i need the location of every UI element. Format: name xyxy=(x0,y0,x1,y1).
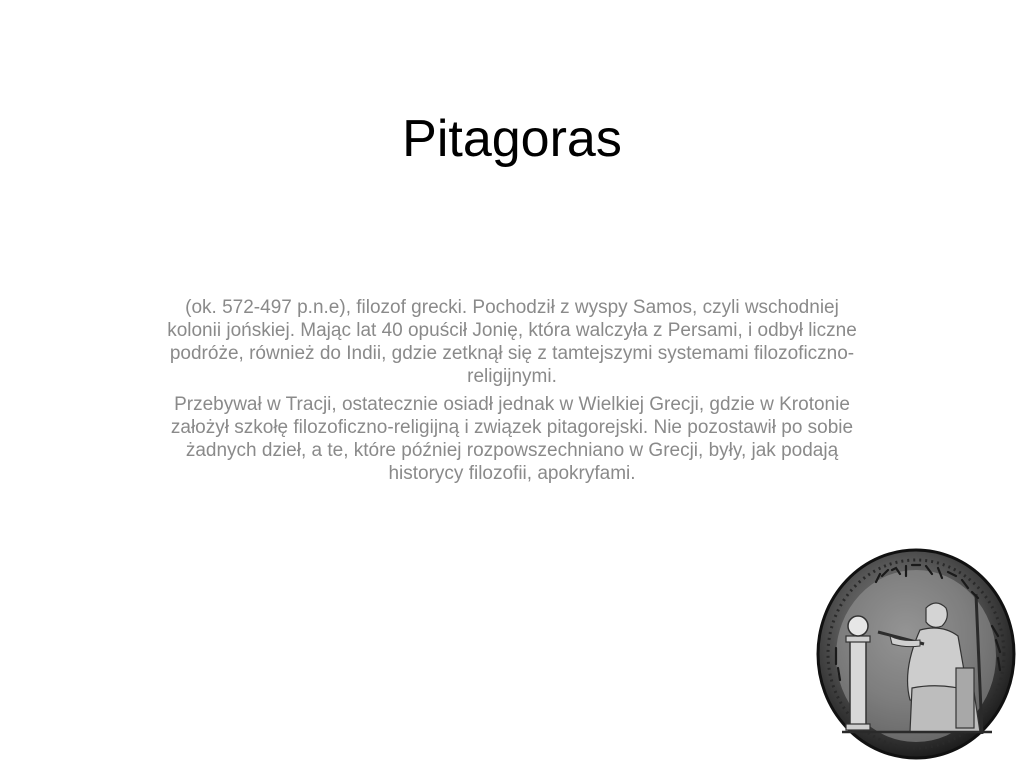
body-paragraph-2: Przebywał w Tracji, ostatecznie osiadł jednak w Wielkiej Grecji, gdzie w Krotonie założył szkołę filozoficzno-religijną i związek pitagorejski. Nie pozostawił po sobie żadnych dzieł, a te, które później rozpowszechniano w Grecji, były, jak podają historycy filozofii, apokryfami. xyxy=(170,394,854,484)
slide-title: Pitagoras xyxy=(402,110,622,168)
body-paragraph-1: (ok. 572-497 p.n.e), filozof grecki. Pochodził z wyspy Samos, czyli wschodniej kolonii jońskiej. Mając lat 40 opuścił Jonię, która walczyła z Persami, i odbył liczne podróże, również do Indii, gdzie zetknął się z tamtejszymi systemami filozoficzno-religijnymi. xyxy=(167,297,857,387)
pythagoras-coin-image xyxy=(816,548,1016,760)
slide-body xyxy=(160,296,864,490)
